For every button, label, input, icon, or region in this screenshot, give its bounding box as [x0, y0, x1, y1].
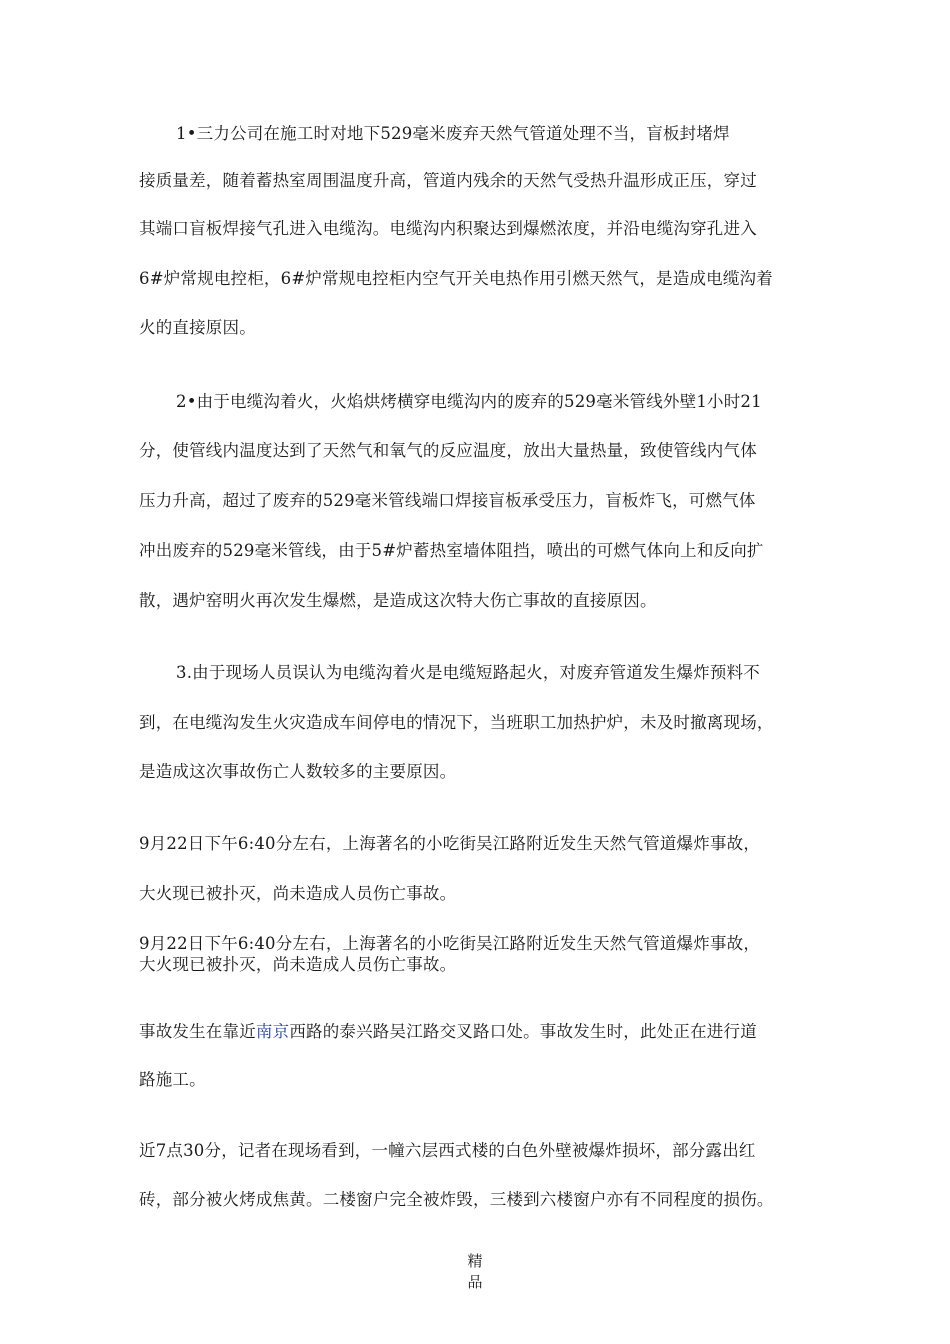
paragraph-3-line-3: 是造成这次事故伤亡人数较多的主要原因。 [139, 762, 457, 781]
paragraph-5-line-1: 9月22日下午6:40分左右，上海著名的小吃街吴江路附近发生天然气管道爆炸事故， [139, 934, 761, 953]
paragraph-7-line-2: 砖，部分被火烤成焦黄。二楼窗户完全被炸毁，三楼到六楼窗户亦有不同程度的损伤。 [139, 1190, 774, 1209]
footer-char-2: 品 [467, 1273, 483, 1291]
paragraph-2-line-1: 2•由于电缆沟着火，火焰烘烤横穿电缆沟内的废弃的529毫米管线外壁1小时21 [176, 392, 762, 411]
paragraph-1-line-3: 其端口盲板焊接气孔进入电缆沟。电缆沟内积聚达到爆燃浓度，并沿电缆沟穿孔进入 [139, 219, 757, 238]
paragraph-2-line-3: 压力升高，超过了废弃的529毫米管线端口焊接盲板承受压力，盲板炸飞，可燃气体 [139, 491, 756, 510]
paragraph-6-line-2: 路施工。 [139, 1070, 206, 1089]
nanjing-link[interactable]: 南京 [255, 1022, 290, 1041]
page-footer [463, 1251, 487, 1293]
paragraph-1-line-2: 接质量差，随着蓄热室周围温度升高，管道内残余的天然气受热升温形成正压，穿过 [139, 171, 757, 190]
paragraph-5-line-2: 大火现已被扑灭，尚未造成人员伤亡事故。 [139, 955, 457, 974]
paragraph-3-line-1: 3.由于现场人员误认为电缆沟着火是电缆短路起火，对废弃管道发生爆炸预料不 [176, 663, 760, 682]
paragraph-6-line-1 [139, 1020, 829, 1044]
paragraph-1-line-1: 1•三力公司在施工时对地下529毫米废弃天然气管道处理不当，盲板封堵焊 [176, 124, 730, 143]
paragraph-2-line-2: 分，使管线内温度达到了天然气和氧气的反应温度，放出大量热量，致使管线内气体 [139, 441, 757, 460]
paragraph-4-line-1: 9月22日下午6:40分左右，上海著名的小吃街吴江路附近发生天然气管道爆炸事故， [139, 834, 761, 853]
paragraph-2-line-5: 散，遇炉窑明火再次发生爆燃，是造成这次特大伤亡事故的直接原因。 [139, 591, 657, 610]
paragraph-4-line-2: 大火现已被扑灭，尚未造成人员伤亡事故。 [139, 884, 457, 903]
paragraph-6-text-after: 西路的泰兴路吴江路交叉路口处。事故发生时，此处正在进行道 [289, 1022, 757, 1041]
footer-char-1: 精 [467, 1252, 483, 1270]
paragraph-7-line-1: 近7点30分，记者在现场看到，一幢六层西式楼的白色外壁被爆炸损坏，部分露出红 [139, 1141, 756, 1160]
paragraph-1-line-4: 6#炉常规电控柜，6#炉常规电控柜内空气开关电热作用引燃天然气，是造成电缆沟着 [139, 269, 773, 288]
paragraph-1-line-5: 火的直接原因。 [139, 318, 256, 337]
paragraph-2-line-4: 冲出废弃的529毫米管线，由于5#炉蓄热室墙体阻挡，喷出的可燃气体向上和反向扩 [139, 541, 764, 560]
paragraph-3-line-2: 到，在电缆沟发生火灾造成车间停电的情况下，当班职工加热护炉，未及时撤离现场， [139, 713, 774, 732]
paragraph-6-text-before: 事故发生在靠近 [139, 1022, 256, 1041]
